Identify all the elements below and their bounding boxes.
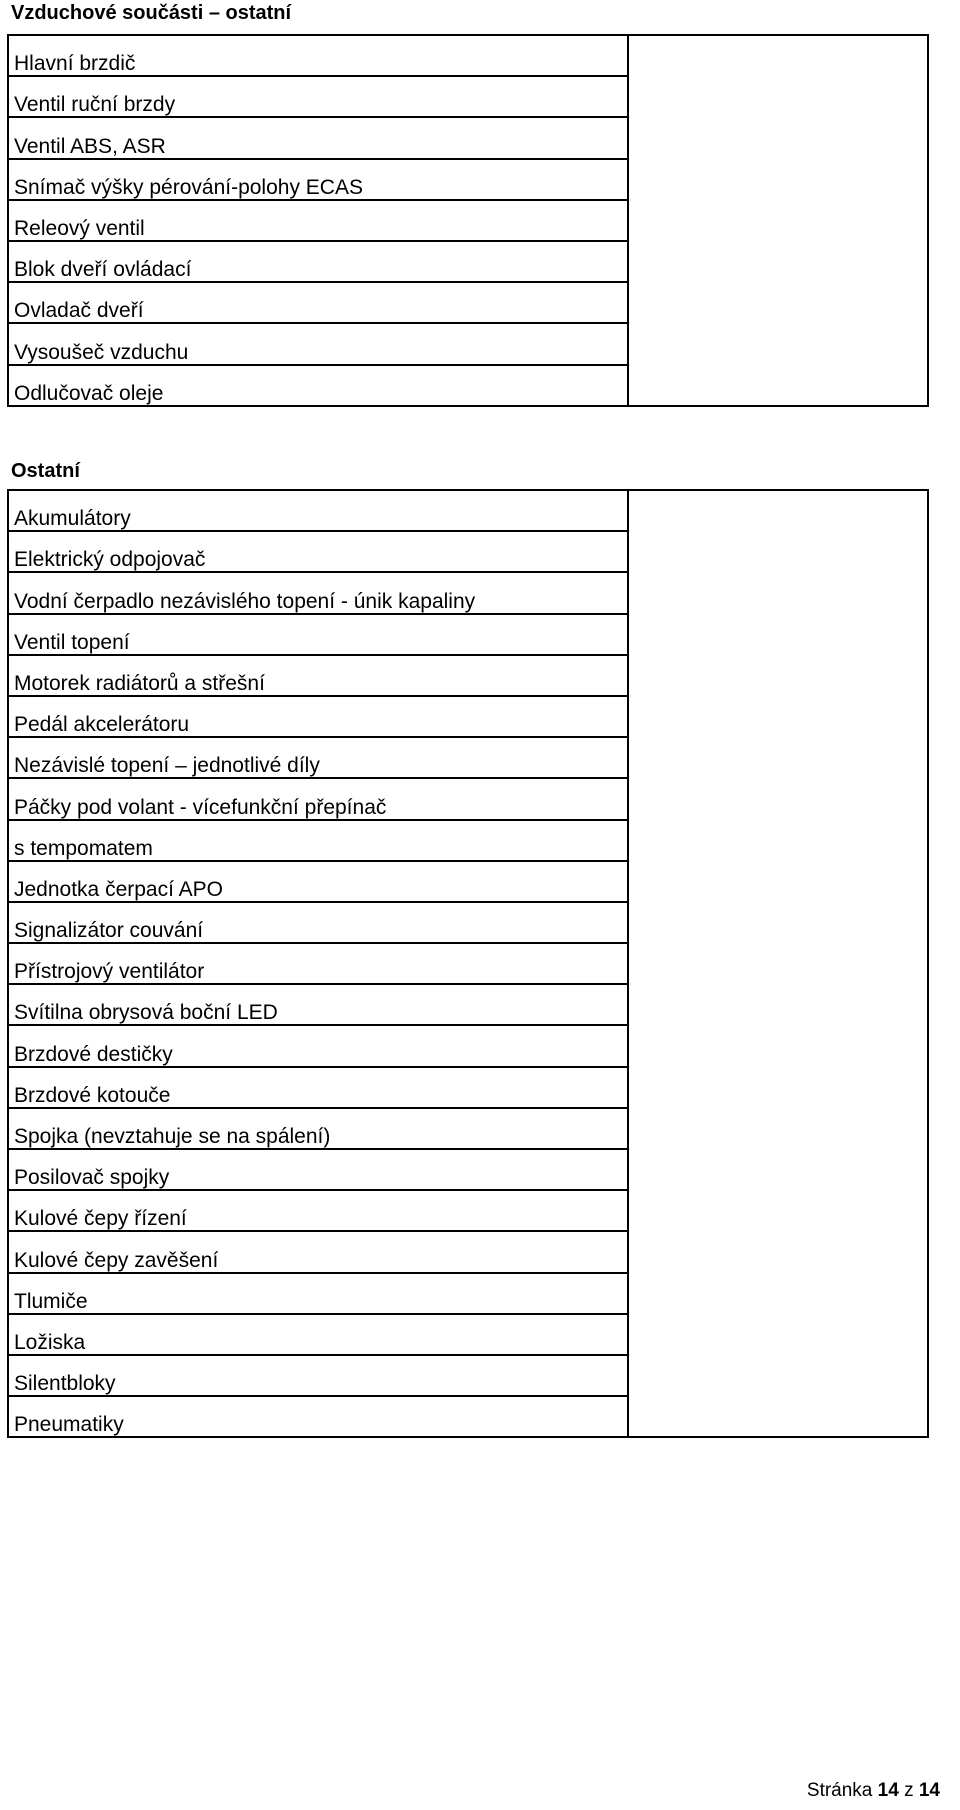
blank-column-cell: [628, 35, 928, 406]
part-name-cell: Signalizátor couvání: [8, 902, 628, 943]
part-name-cell: Vodní čerpadlo nezávislého topení - únik kapaliny: [8, 572, 628, 613]
part-name-cell: Elektrický odpojovač: [8, 531, 628, 572]
part-name-cell: Přístrojový ventilátor: [8, 943, 628, 984]
footer-page-separator: z: [904, 1780, 914, 1801]
footer-page-number: 14: [877, 1780, 899, 1801]
part-name-cell: Brzdové destičky: [8, 1025, 628, 1066]
part-name-cell: Akumulátory: [8, 490, 628, 531]
part-name-cell: Pneumatiky: [8, 1396, 628, 1437]
part-name-cell: Ventil topení: [8, 614, 628, 655]
part-name-cell: Kulové čepy zavěšení: [8, 1231, 628, 1272]
part-name-cell: Motorek radiátorů a střešní: [8, 655, 628, 696]
part-name-cell: Tlumiče: [8, 1273, 628, 1314]
table-row: [8, 35, 928, 76]
part-name-cell: Jednotka čerpací APO: [8, 861, 628, 902]
part-name-cell: Spojka (nevztahuje se na spálení): [8, 1108, 628, 1149]
footer-page-prefix: Stránka: [806, 1780, 873, 1801]
table-row: [8, 490, 928, 531]
part-name-cell: Pedál akcelerátoru: [8, 696, 628, 737]
part-name-cell: Snímač výšky pérování-polohy ECAS: [8, 159, 628, 200]
part-name-cell: Ložiska: [8, 1314, 628, 1355]
footer-page-total: 14: [918, 1780, 940, 1801]
part-name-cell: Hlavní brzdič: [8, 35, 628, 76]
other-parts-table: [7, 489, 929, 1438]
page-footer: [807, 1779, 940, 1803]
part-name-cell: Blok dveří ovládací: [8, 241, 628, 282]
part-name-cell: Ventil ruční brzdy: [8, 76, 628, 117]
section-title-air-components: Vzduchové součásti – ostatní: [11, 2, 292, 24]
air-components-table: [7, 34, 929, 407]
part-name-cell: Svítilna obrysová boční LED: [8, 984, 628, 1025]
part-name-cell: Vysoušeč vzduchu: [8, 323, 628, 364]
section-title-other: Ostatní: [11, 460, 80, 482]
part-name-cell: Brzdové kotouče: [8, 1067, 628, 1108]
part-name-cell: Odlučovač oleje: [8, 365, 628, 406]
part-name-cell: Páčky pod volant - vícefunkční přepínač: [8, 778, 628, 819]
part-name-cell: Ventil ABS, ASR: [8, 117, 628, 158]
blank-column-cell: [628, 490, 928, 1437]
part-name-cell: Releový ventil: [8, 200, 628, 241]
part-name-cell: s tempomatem: [8, 820, 628, 861]
part-name-cell: Nezávislé topení – jednotlivé díly: [8, 737, 628, 778]
part-name-cell: Kulové čepy řízení: [8, 1190, 628, 1231]
part-name-cell: Silentbloky: [8, 1355, 628, 1396]
part-name-cell: Ovladač dveří: [8, 282, 628, 323]
part-name-cell: Posilovač spojky: [8, 1149, 628, 1190]
